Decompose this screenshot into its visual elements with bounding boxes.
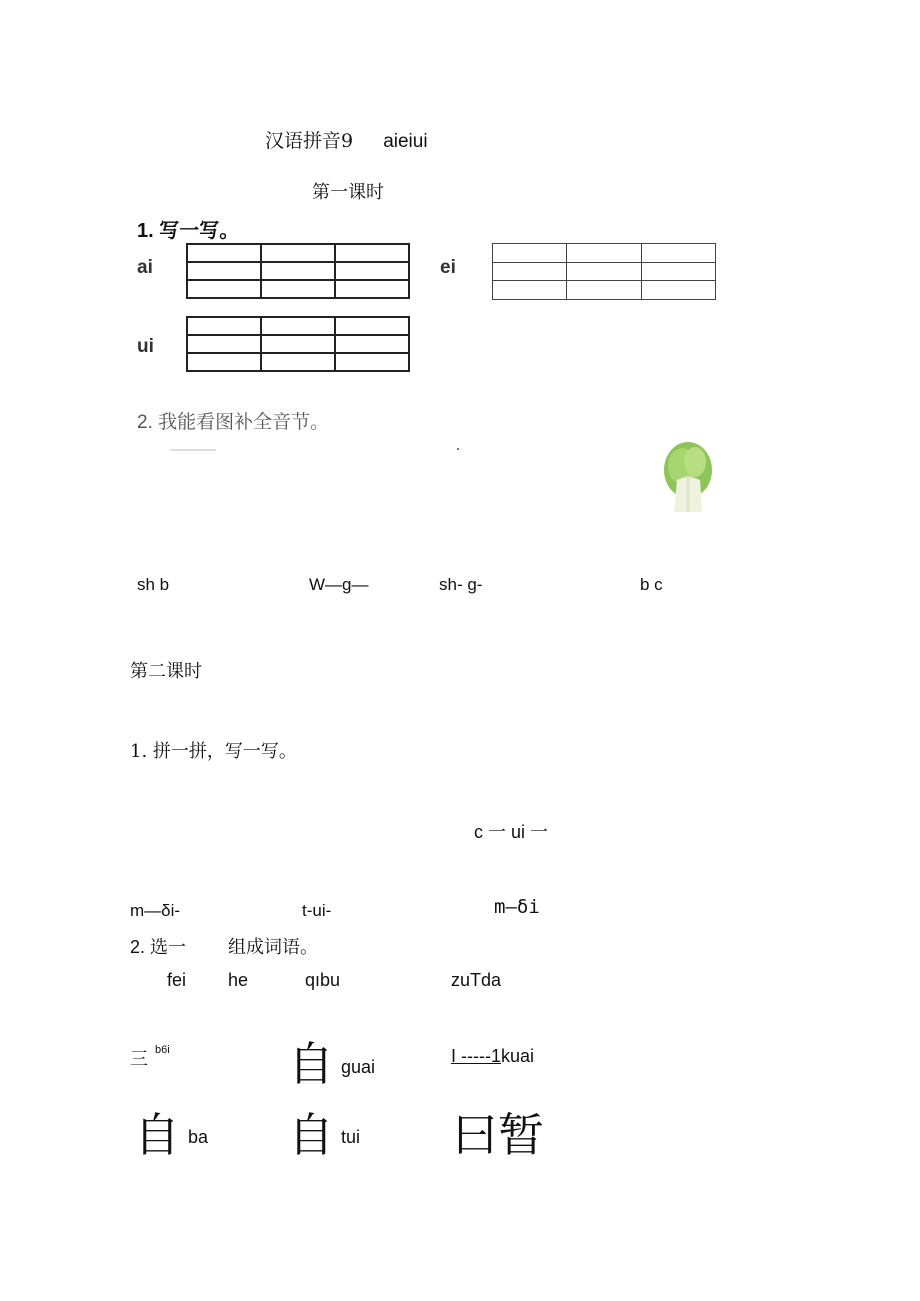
row3-tail: kuai xyxy=(500,1046,535,1066)
label-ai: ai xyxy=(137,257,153,278)
row4-pinyin-2: tui xyxy=(341,1127,361,1147)
dot-mark xyxy=(457,448,459,450)
pinyin-item-1: c 一 ui 一 xyxy=(474,822,549,842)
title-main: 汉语拼音9 xyxy=(265,130,354,152)
lesson1-q2: 2. 我能看图补全音节。 xyxy=(137,412,330,433)
answer-3: sh- g- xyxy=(439,575,483,594)
row4-char-2: 自 xyxy=(288,1108,334,1162)
row4-pinyin-1: ba xyxy=(188,1127,209,1147)
label-ui: ui xyxy=(137,336,154,357)
pinyin-item-2: m—δi- xyxy=(130,901,181,920)
cabbage-icon xyxy=(662,440,714,512)
lesson2-q2-b: 组成词语。 xyxy=(228,937,318,958)
faint-mark xyxy=(170,449,216,451)
pinyin-item-3: t-ui- xyxy=(302,901,332,920)
label-ei: ei xyxy=(440,257,456,278)
word-4: zuTda xyxy=(451,970,502,990)
page-title xyxy=(265,126,428,153)
row3-pinyin: guai xyxy=(341,1057,376,1077)
lesson2-heading: 第二课时 xyxy=(130,661,202,682)
writing-grid-ei[interactable] xyxy=(492,243,716,300)
word-1: fei xyxy=(167,970,187,990)
writing-grid-ai[interactable] xyxy=(186,243,410,299)
row4-chars-3: 曰暂 xyxy=(452,1108,544,1162)
lesson1-q1: 1. 写一写。 xyxy=(137,220,240,242)
row3-underline: I -----1 xyxy=(451,1046,501,1066)
row3-char: 自 xyxy=(288,1037,334,1091)
row4-char-1: 自 xyxy=(134,1108,180,1162)
row3-left: 三 xyxy=(130,1049,148,1070)
pinyin-item-4: m—δi xyxy=(494,896,540,918)
lesson2-q1: 1. 拼一拼，写一写。 xyxy=(130,741,297,762)
word-3: qıbu xyxy=(305,970,341,990)
lesson1-heading: 第一课时 xyxy=(312,182,384,203)
answer-2: W—g— xyxy=(309,575,369,594)
answer-4: b c xyxy=(640,575,663,594)
title-sub: aieiui xyxy=(383,131,428,152)
word-2: he xyxy=(228,970,249,990)
answer-1: sh b xyxy=(137,575,170,594)
writing-grid-ui[interactable] xyxy=(186,316,410,372)
row3-sup: b6i xyxy=(155,1044,170,1056)
row3-blank xyxy=(451,1046,534,1067)
lesson2-q2-a: 2. 选一 xyxy=(130,937,187,957)
